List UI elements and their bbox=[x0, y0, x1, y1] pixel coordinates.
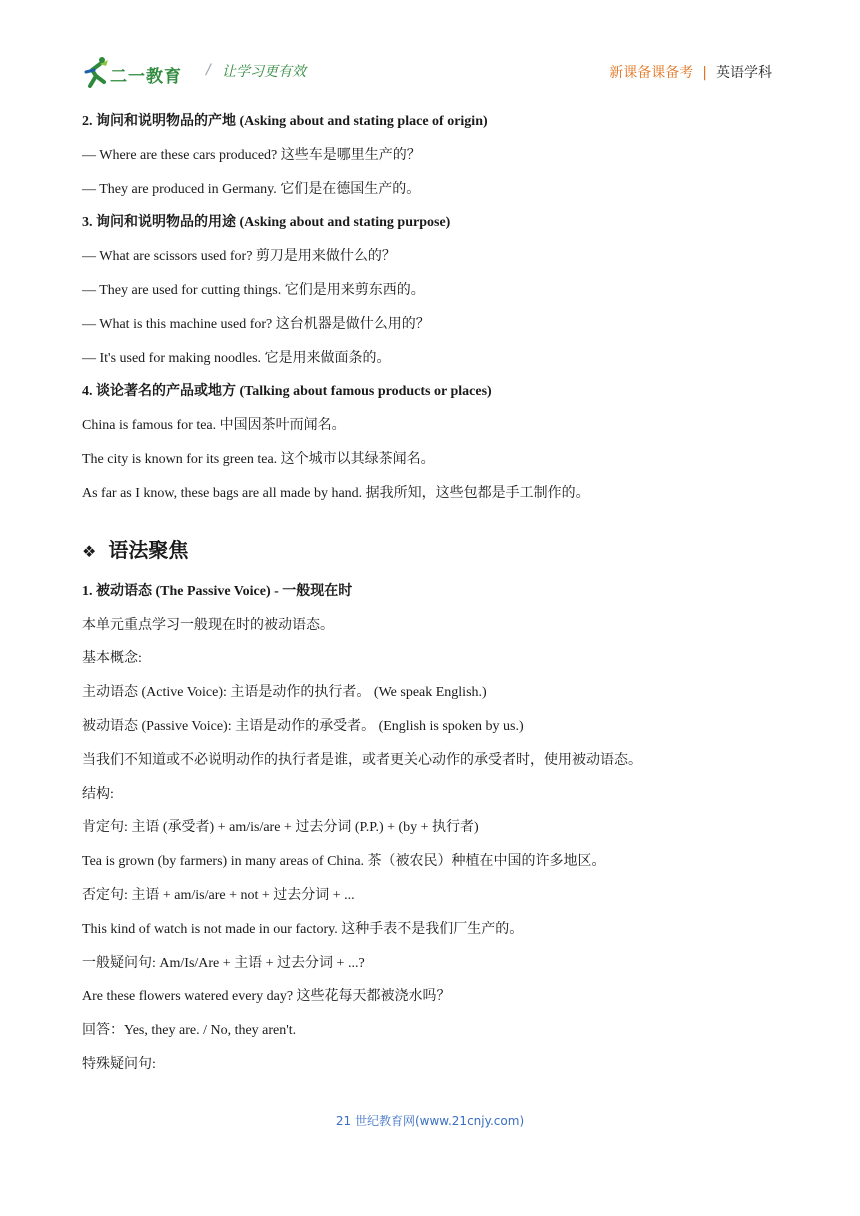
text-line: 本单元重点学习一般现在时的被动语态。 bbox=[82, 617, 334, 633]
slogan-divider: / bbox=[206, 62, 211, 78]
course-label: 新课备课备考 bbox=[609, 65, 694, 81]
text-line: 被动语态 (Passive Voice): 主语是动作的承受者。 (English is spoken by us.) bbox=[82, 718, 524, 734]
text-line: — What is this machine used for? 这台机器是做什么用的？ bbox=[82, 316, 430, 332]
text-line: China is famous for tea. 中国因茶叶而闻名。 bbox=[82, 418, 346, 434]
subject-label: 英语学科 bbox=[716, 65, 772, 81]
text-line: 肯定句: 主语 (承受者) + am/is/are + 过去分词 (P.P.) + (by + 执行者) bbox=[82, 820, 479, 836]
functions-section bbox=[82, 111, 782, 505]
text-line: This kind of watch is not made in our factory. 这种手表不是我们厂生产的。 bbox=[82, 921, 524, 937]
running-figure-icon bbox=[82, 56, 112, 90]
text-line: 主动语态 (Active Voice): 主语是动作的执行者。 (We speak English.) bbox=[82, 685, 487, 701]
logo-text: 二一教育 bbox=[110, 67, 182, 87]
subsection-heading: 4. 谈论著名的产品或地方 (Talking about famous products or places) bbox=[82, 384, 492, 400]
logo bbox=[82, 56, 192, 90]
text-line: 回答：Yes, they are. / No, they aren't. bbox=[82, 1023, 297, 1039]
text-line: 特殊疑问句: bbox=[82, 1056, 156, 1072]
slogan: 让学习更有效 bbox=[222, 64, 306, 80]
text-line: 当我们不知道或不必说明动作的执行者是谁，或者更关心动作的承受者时，使用被动语态。 bbox=[82, 752, 642, 768]
page-header bbox=[0, 0, 860, 100]
text-line: Tea is grown (by farmers) in many areas of China. 茶（被农民）种植在中国的许多地区。 bbox=[82, 854, 606, 870]
text-line: — They are used for cutting things. 它们是用来剪东西的。 bbox=[82, 282, 425, 298]
text-line: — What are scissors used for? 剪刀是用来做什么的？ bbox=[82, 249, 396, 265]
page-footer: 21 世纪教育网(www.21cnjy.com) bbox=[335, 1114, 525, 1128]
section-title: 语法聚焦 bbox=[108, 537, 189, 562]
text-line: — They are produced in Germany. 它们是在德国生产的。 bbox=[82, 181, 421, 197]
text-line: 一般疑问句: Am/Is/Are + 主语 + 过去分词 + ...? bbox=[82, 955, 365, 971]
text-line: — It's used for making noodles. 它是用来做面条的。 bbox=[82, 350, 391, 366]
text-line: 否定句: 主语 + am/is/are + not + 过去分词 + ... bbox=[82, 887, 355, 903]
text-line: 结构: bbox=[82, 786, 114, 802]
text-line: The city is known for its green tea. 这个城市以其绿茶闻名。 bbox=[82, 451, 435, 467]
subsection-heading: 2. 询问和说明物品的产地 (Asking about and stating place of origin) bbox=[82, 114, 488, 129]
text-line: 基本概念: bbox=[82, 651, 142, 667]
text-line: As far as I know, these bags are all made by hand. 据我所知，这些包都是手工制作的。 bbox=[82, 485, 590, 501]
grammar-section bbox=[82, 581, 782, 1076]
text-line: — Where are these cars produced? 这些车是哪里生产的？ bbox=[82, 147, 421, 163]
subsection-heading: 3. 询问和说明物品的用途 (Asking about and stating purpose) bbox=[82, 215, 451, 231]
document-body bbox=[82, 111, 782, 1088]
header-separator: | bbox=[702, 65, 707, 81]
header-course-info bbox=[609, 62, 772, 82]
diamond-bullet-icon: ❖ bbox=[82, 541, 97, 561]
text-line: Are these flowers watered every day? 这些花每天都被浇水吗？ bbox=[82, 989, 451, 1005]
subsection-heading: 1. 被动语态 (The Passive Voice) - 一般现在时 bbox=[82, 583, 353, 599]
section-heading bbox=[82, 535, 782, 567]
